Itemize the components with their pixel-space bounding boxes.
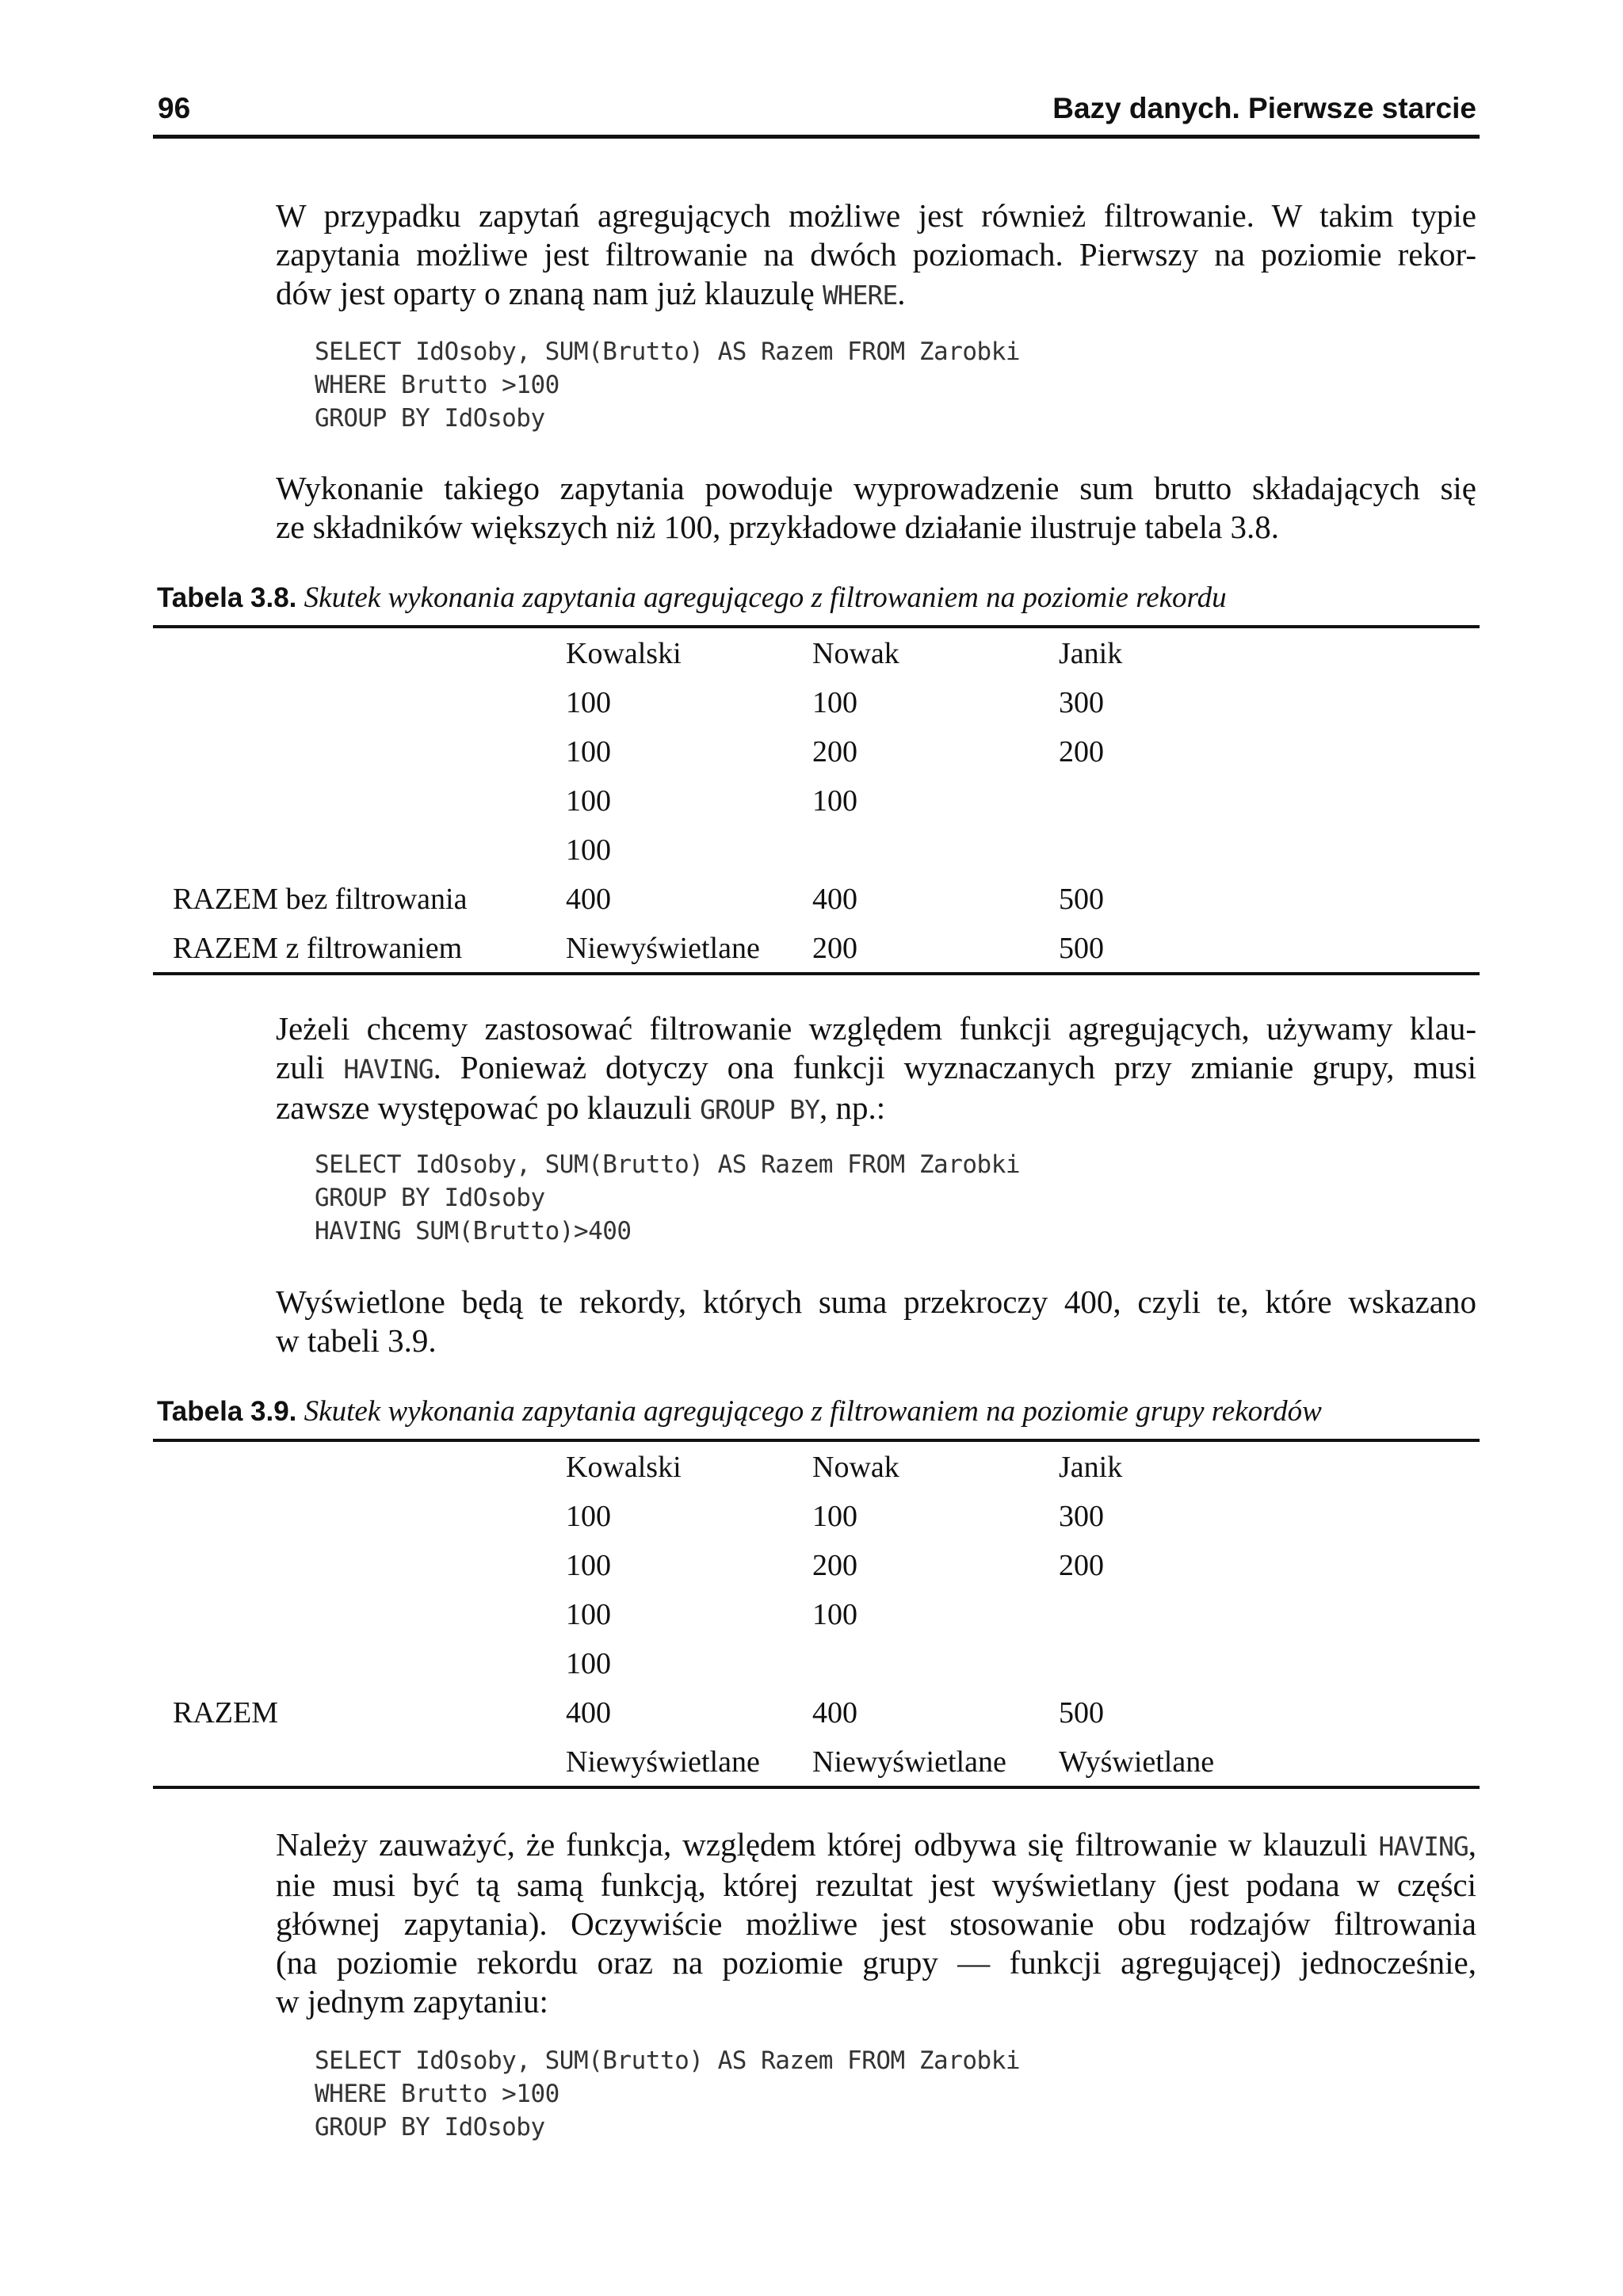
table-cell: Niewyświetlane — [566, 932, 760, 965]
table-cell: 100 — [566, 784, 611, 818]
table-cell: 100 — [566, 735, 611, 769]
paragraph-where-result — [276, 469, 1476, 547]
table-row — [153, 776, 1480, 825]
code-block-combined — [315, 2044, 1020, 2144]
code-line: GROUP BY IdOsoby — [315, 2113, 545, 2142]
code-line: SELECT IdOsoby, SUM(Brutto) AS Razem FROM Zarobki — [315, 2046, 1021, 2075]
code-line: WHERE Brutto >100 — [315, 371, 559, 399]
code-line: GROUP BY IdOsoby — [315, 404, 545, 433]
text-line: Należy zauważyć, że funkcja, względem której odbywa się filtrowanie w klauzuli HAVING, — [276, 1826, 1476, 1863]
paragraph-having-intro — [276, 1009, 1476, 1129]
table-row — [153, 1638, 1480, 1688]
text-line: Wykonanie takiego zapytania powoduje wyprowadzenie sum brutto składających się — [276, 470, 1476, 506]
inline-code: HAVING — [343, 1054, 433, 1085]
table-cell: 500 — [1059, 932, 1104, 965]
table-cell: 200 — [1059, 735, 1104, 769]
paragraph-combined-filtering — [276, 1825, 1476, 2021]
table-description: Skutek wykonania zapytania agregującego z filtrowaniem na poziomie rekordu — [304, 582, 1227, 614]
table-row — [153, 1737, 1480, 1786]
text-line: w tabeli 3.9. — [276, 1322, 437, 1359]
table-cell: Kowalski — [566, 637, 682, 670]
page-header — [153, 89, 1480, 139]
table-label: Tabela 3.8. — [157, 582, 297, 613]
table-cell: Niewyświetlane — [566, 1745, 760, 1779]
table-cell: 500 — [1059, 1696, 1104, 1730]
inline-code: HAVING — [1378, 1831, 1468, 1862]
table-cell: Wyświetlane — [1059, 1745, 1215, 1779]
table-cell: 100 — [566, 833, 611, 867]
table-row — [153, 874, 1480, 923]
table-row — [153, 923, 1480, 972]
table-cell: Kowalski — [566, 1451, 682, 1484]
text-line: W przypadku zapytań agregujących możliwe jest również filtrowanie. W takim typie — [276, 197, 1476, 234]
table-row — [153, 1491, 1480, 1540]
text-line: zawsze występować po klauzuli GROUP BY, np.: — [276, 1089, 886, 1126]
table-label: Tabela 3.9. — [157, 1396, 297, 1427]
table-cell: Nowak — [812, 637, 899, 670]
text-line: w jednym zapytaniu: — [276, 1983, 548, 2019]
code-line: GROUP BY IdOsoby — [315, 1184, 545, 1212]
running-title: Bazy danych. Pierwsze starcie — [1052, 92, 1476, 124]
table-cell: 400 — [812, 883, 857, 916]
table-cell: 400 — [812, 1696, 857, 1730]
page-number: 96 — [158, 92, 191, 124]
table-cell: 200 — [812, 1549, 857, 1582]
table-row — [153, 727, 1480, 776]
table-description: Skutek wykonania zapytania agregującego z filtrowaniem na poziomie grupy rekordów — [304, 1395, 1322, 1428]
table-cell: RAZEM — [173, 1696, 278, 1730]
table-header-row — [153, 628, 1480, 677]
inline-code: WHERE — [822, 280, 898, 311]
text-line: ze składników większych niż 100, przykładowe działanie ilustruje tabela 3.8. — [276, 509, 1280, 545]
code-line: HAVING SUM(Brutto)>400 — [315, 1217, 632, 1245]
text-line: Wyświetlone będą te rekordy, których suma przekroczy 400, czyli te, które wskazano — [276, 1283, 1476, 1320]
inline-code: GROUP BY — [700, 1094, 820, 1125]
table-cell: Janik — [1059, 1451, 1123, 1484]
code-line: WHERE Brutto >100 — [315, 2080, 559, 2108]
table-row — [153, 1589, 1480, 1638]
table-3-8 — [153, 625, 1480, 975]
table-cell: RAZEM z filtrowaniem — [173, 932, 463, 965]
text-line: zapytania możliwe jest filtrowanie na dwóch poziomach. Pierwszy na poziomie rekor- — [276, 236, 1476, 273]
table-cell: 400 — [566, 883, 611, 916]
table-row — [153, 825, 1480, 874]
table-cell: 300 — [1059, 686, 1104, 719]
table-cell: 100 — [566, 1549, 611, 1582]
table-cell: 100 — [812, 1598, 857, 1631]
table-cell: 100 — [812, 784, 857, 818]
table-cell: Janik — [1059, 637, 1123, 670]
table-cell: 100 — [812, 1500, 857, 1533]
table-row — [153, 1688, 1480, 1737]
code-line: SELECT IdOsoby, SUM(Brutto) AS Razem FROM Zarobki — [315, 338, 1021, 366]
text-line: dów jest oparty o znaną nam już klauzulę WHERE. — [276, 275, 906, 311]
table-cell: 100 — [566, 1598, 611, 1631]
code-line: SELECT IdOsoby, SUM(Brutto) AS Razem FROM Zarobki — [315, 1150, 1021, 1179]
text-line: głównej zapytania). Oczywiście możliwe jest stosowanie obu rodzajów filtrowania — [276, 1905, 1476, 1942]
text-line: zuli HAVING. Ponieważ dotyczy ona funkcji wyznaczanych przy zmianie grupy, musi — [276, 1049, 1477, 1085]
table-cell: 100 — [566, 1500, 611, 1533]
table-cell: 200 — [1059, 1549, 1104, 1582]
table-cell: 100 — [566, 1647, 611, 1680]
text-line: (na poziomie rekordu oraz na poziomie grupy — funkcji agregującej) jednocześnie, — [276, 1944, 1476, 1981]
table-cell: 100 — [812, 686, 857, 719]
table-caption-3-8 — [157, 581, 1227, 615]
text-line: Jeżeli chcemy zastosować filtrowanie względem funkcji agregujących, używamy klau- — [276, 1010, 1476, 1047]
text-line: nie musi być tą samą funkcją, której rezultat jest wyświetlany (jest podana w części — [276, 1867, 1476, 1903]
table-cell: RAZEM bez filtrowania — [173, 883, 468, 916]
table-3-9 — [153, 1439, 1480, 1789]
paragraph-having-result — [276, 1283, 1476, 1360]
table-cell: 200 — [812, 932, 857, 965]
table-cell: Niewyświetlane — [812, 1745, 1006, 1779]
table-cell: 300 — [1059, 1500, 1104, 1533]
code-block-where — [315, 335, 1020, 435]
table-cell: 500 — [1059, 883, 1104, 916]
table-row — [153, 677, 1480, 727]
table-cell: 400 — [566, 1696, 611, 1730]
table-row — [153, 1540, 1480, 1589]
table-header-row — [153, 1442, 1480, 1491]
table-cell: Nowak — [812, 1451, 899, 1484]
code-block-having — [315, 1148, 1020, 1248]
table-cell: 200 — [812, 735, 857, 769]
table-caption-3-9 — [157, 1394, 1322, 1428]
paragraph-filtering-intro — [276, 196, 1476, 315]
table-cell: 100 — [566, 686, 611, 719]
